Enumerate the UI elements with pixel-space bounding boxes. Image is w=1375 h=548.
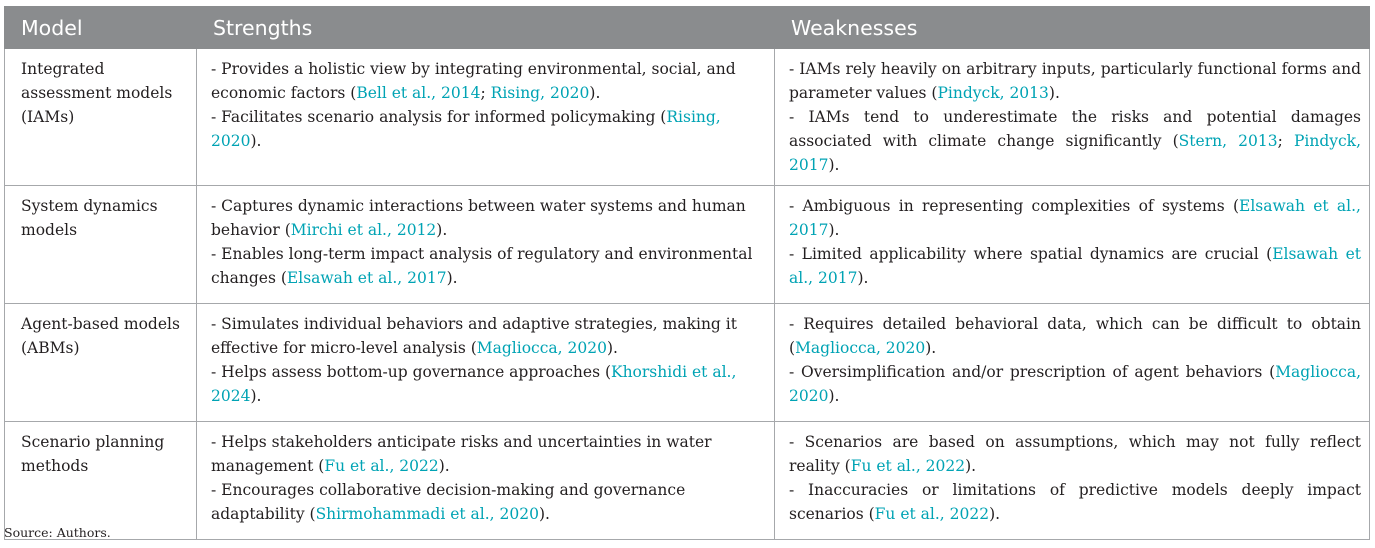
bullet-point — [789, 242, 1361, 290]
strengths-cell — [197, 186, 775, 304]
bullet-end: ). — [925, 339, 937, 357]
strengths-cell — [197, 304, 775, 422]
citation-link[interactable]: Elsawah et al., 2017 — [789, 245, 1361, 287]
bullet-end: ). — [989, 505, 1001, 523]
bullet-end: ). — [965, 457, 977, 475]
bullet-text: - Simulates individual behaviors and adaptive strategies, making it effective for micro-level analysis ( — [211, 315, 737, 357]
header-weaknesses: Weaknesses — [775, 7, 1370, 49]
bullet-text: - Limited applicability where spatial dynamics are crucial ( — [789, 245, 1273, 263]
bullet-point — [789, 478, 1361, 526]
citation-link[interactable]: Magliocca, 2020 — [795, 339, 926, 357]
weaknesses-cell — [775, 49, 1370, 186]
citation-link[interactable]: Khorshidi et al., 2024 — [211, 363, 737, 405]
bullet-point — [211, 242, 758, 290]
bullet-point — [211, 430, 758, 478]
citation-link[interactable]: Elsawah et al., 2017 — [286, 269, 447, 287]
bullet-text: - Encourages collaborative decision-making and governance adaptability ( — [211, 481, 686, 523]
citation-link[interactable]: Pindyck, 2017 — [789, 132, 1362, 174]
bullet-point: - IAMs tend to underestimate the risks and potential damages associated with climate change significantly (Stern, 2013; Pindyck, 2017). — [789, 108, 1362, 174]
bullet-point — [789, 57, 1361, 105]
table-row — [5, 186, 1370, 304]
bullet-point: - Provides a holistic view by integrating environmental, social, and economic factors (Bell et al., 2014; Rising, 2020). — [211, 60, 736, 102]
model-name-cell: Scenario planning methods — [5, 422, 197, 540]
bullet-text: - Ambiguous in representing complexities of systems ( — [789, 197, 1239, 215]
bullet-point — [211, 105, 758, 153]
strengths-cell — [197, 49, 775, 186]
bullet-point — [211, 194, 758, 242]
bullet-end: ). — [250, 387, 262, 405]
citation-link[interactable]: Elsawah et al., 2017 — [789, 197, 1361, 239]
bullet-text: - Oversimplification and/or prescription of agent behaviors ( — [789, 363, 1276, 381]
bullet-end: ). — [828, 221, 840, 239]
bullet-end: ). — [250, 132, 262, 150]
bullet-point — [789, 194, 1361, 242]
citation-link[interactable]: Fu et al., 2022 — [850, 457, 966, 475]
model-name-cell: Integrated assessment models (IAMs) — [5, 49, 197, 186]
citation-link[interactable]: Stern, 2013 — [1178, 132, 1278, 150]
bullet-text: - Captures dynamic interactions between water systems and human behavior ( — [211, 197, 746, 239]
table-row — [5, 304, 1370, 422]
weaknesses-cell — [775, 304, 1370, 422]
citation-link[interactable]: Rising, 2020 — [211, 108, 721, 150]
model-comparison-table — [4, 6, 1370, 540]
bullet-text: - Facilitates scenario analysis for informed policymaking ( — [211, 108, 667, 126]
weaknesses-cell — [775, 422, 1370, 540]
bullet-point — [211, 478, 758, 526]
bullet-end: ). — [438, 457, 450, 475]
bullet-text: - Provides a holistic view by integrating environmental, social, and economic factors ( — [211, 60, 736, 102]
bullet-end: ). — [538, 505, 550, 523]
citation-link[interactable]: Magliocca, 2020 — [789, 363, 1361, 405]
weaknesses-cell — [775, 186, 1370, 304]
citation-link[interactable]: Shirmohammadi et al., 2020 — [315, 505, 539, 523]
citation-link[interactable]: Mirchi et al., 2012 — [290, 221, 437, 239]
bullet-text: - Inaccuracies or limitations of predictive models deeply impact scenarios ( — [789, 481, 1361, 523]
table-header-row — [5, 7, 1370, 49]
table-row — [5, 422, 1370, 540]
model-name-cell: System dynamics models — [5, 186, 197, 304]
table-row — [5, 49, 1370, 186]
bullet-text: - Helps assess bottom-up governance approaches ( — [211, 363, 611, 381]
bullet-end: ). — [606, 339, 618, 357]
bullet-end: ). — [828, 156, 840, 174]
citation-link[interactable]: Pindyck, 2013 — [937, 84, 1049, 102]
strengths-cell — [197, 422, 775, 540]
bullet-text: - Helps stakeholders anticipate risks and uncertainties in water management ( — [211, 433, 712, 475]
bullet-point — [211, 312, 758, 360]
bullet-point — [211, 360, 758, 408]
citation-link[interactable]: Fu et al., 2022 — [874, 505, 990, 523]
header-model: Model — [5, 7, 197, 49]
citation-link[interactable]: Magliocca, 2020 — [476, 339, 607, 357]
bullet-end: ). — [436, 221, 448, 239]
citation-link[interactable]: Fu et al., 2022 — [324, 457, 439, 475]
header-strengths: Strengths — [197, 7, 775, 49]
bullet-end: ). — [828, 387, 840, 405]
bullet-point — [789, 430, 1361, 478]
source-note: Source: Authors. — [4, 525, 111, 540]
citation-link[interactable]: Bell et al., 2014 — [356, 84, 481, 102]
bullet-text: - Enables long-term impact analysis of regulatory and environmental changes ( — [211, 245, 753, 287]
bullet-end: ). — [589, 84, 601, 102]
model-name-cell: Agent-based models (ABMs) — [5, 304, 197, 422]
bullet-text: - Requires detailed behavioral data, which can be difficult to obtain ( — [789, 315, 1361, 357]
bullet-point — [789, 360, 1361, 408]
citation-link[interactable]: Rising, 2020 — [490, 84, 590, 102]
bullet-point — [789, 312, 1361, 360]
bullet-end: ). — [446, 269, 458, 287]
bullet-end: ). — [857, 269, 869, 287]
bullet-end: ). — [1048, 84, 1060, 102]
bullet-text: - IAMs rely heavily on arbitrary inputs, particularly functional forms and parameter values ( — [789, 60, 1361, 102]
bullet-text: - IAMs tend to underestimate the risks and potential damages associated with climate change significantly ( — [789, 108, 1361, 150]
bullet-text: - Scenarios are based on assumptions, which may not fully reflect reality ( — [789, 433, 1361, 475]
